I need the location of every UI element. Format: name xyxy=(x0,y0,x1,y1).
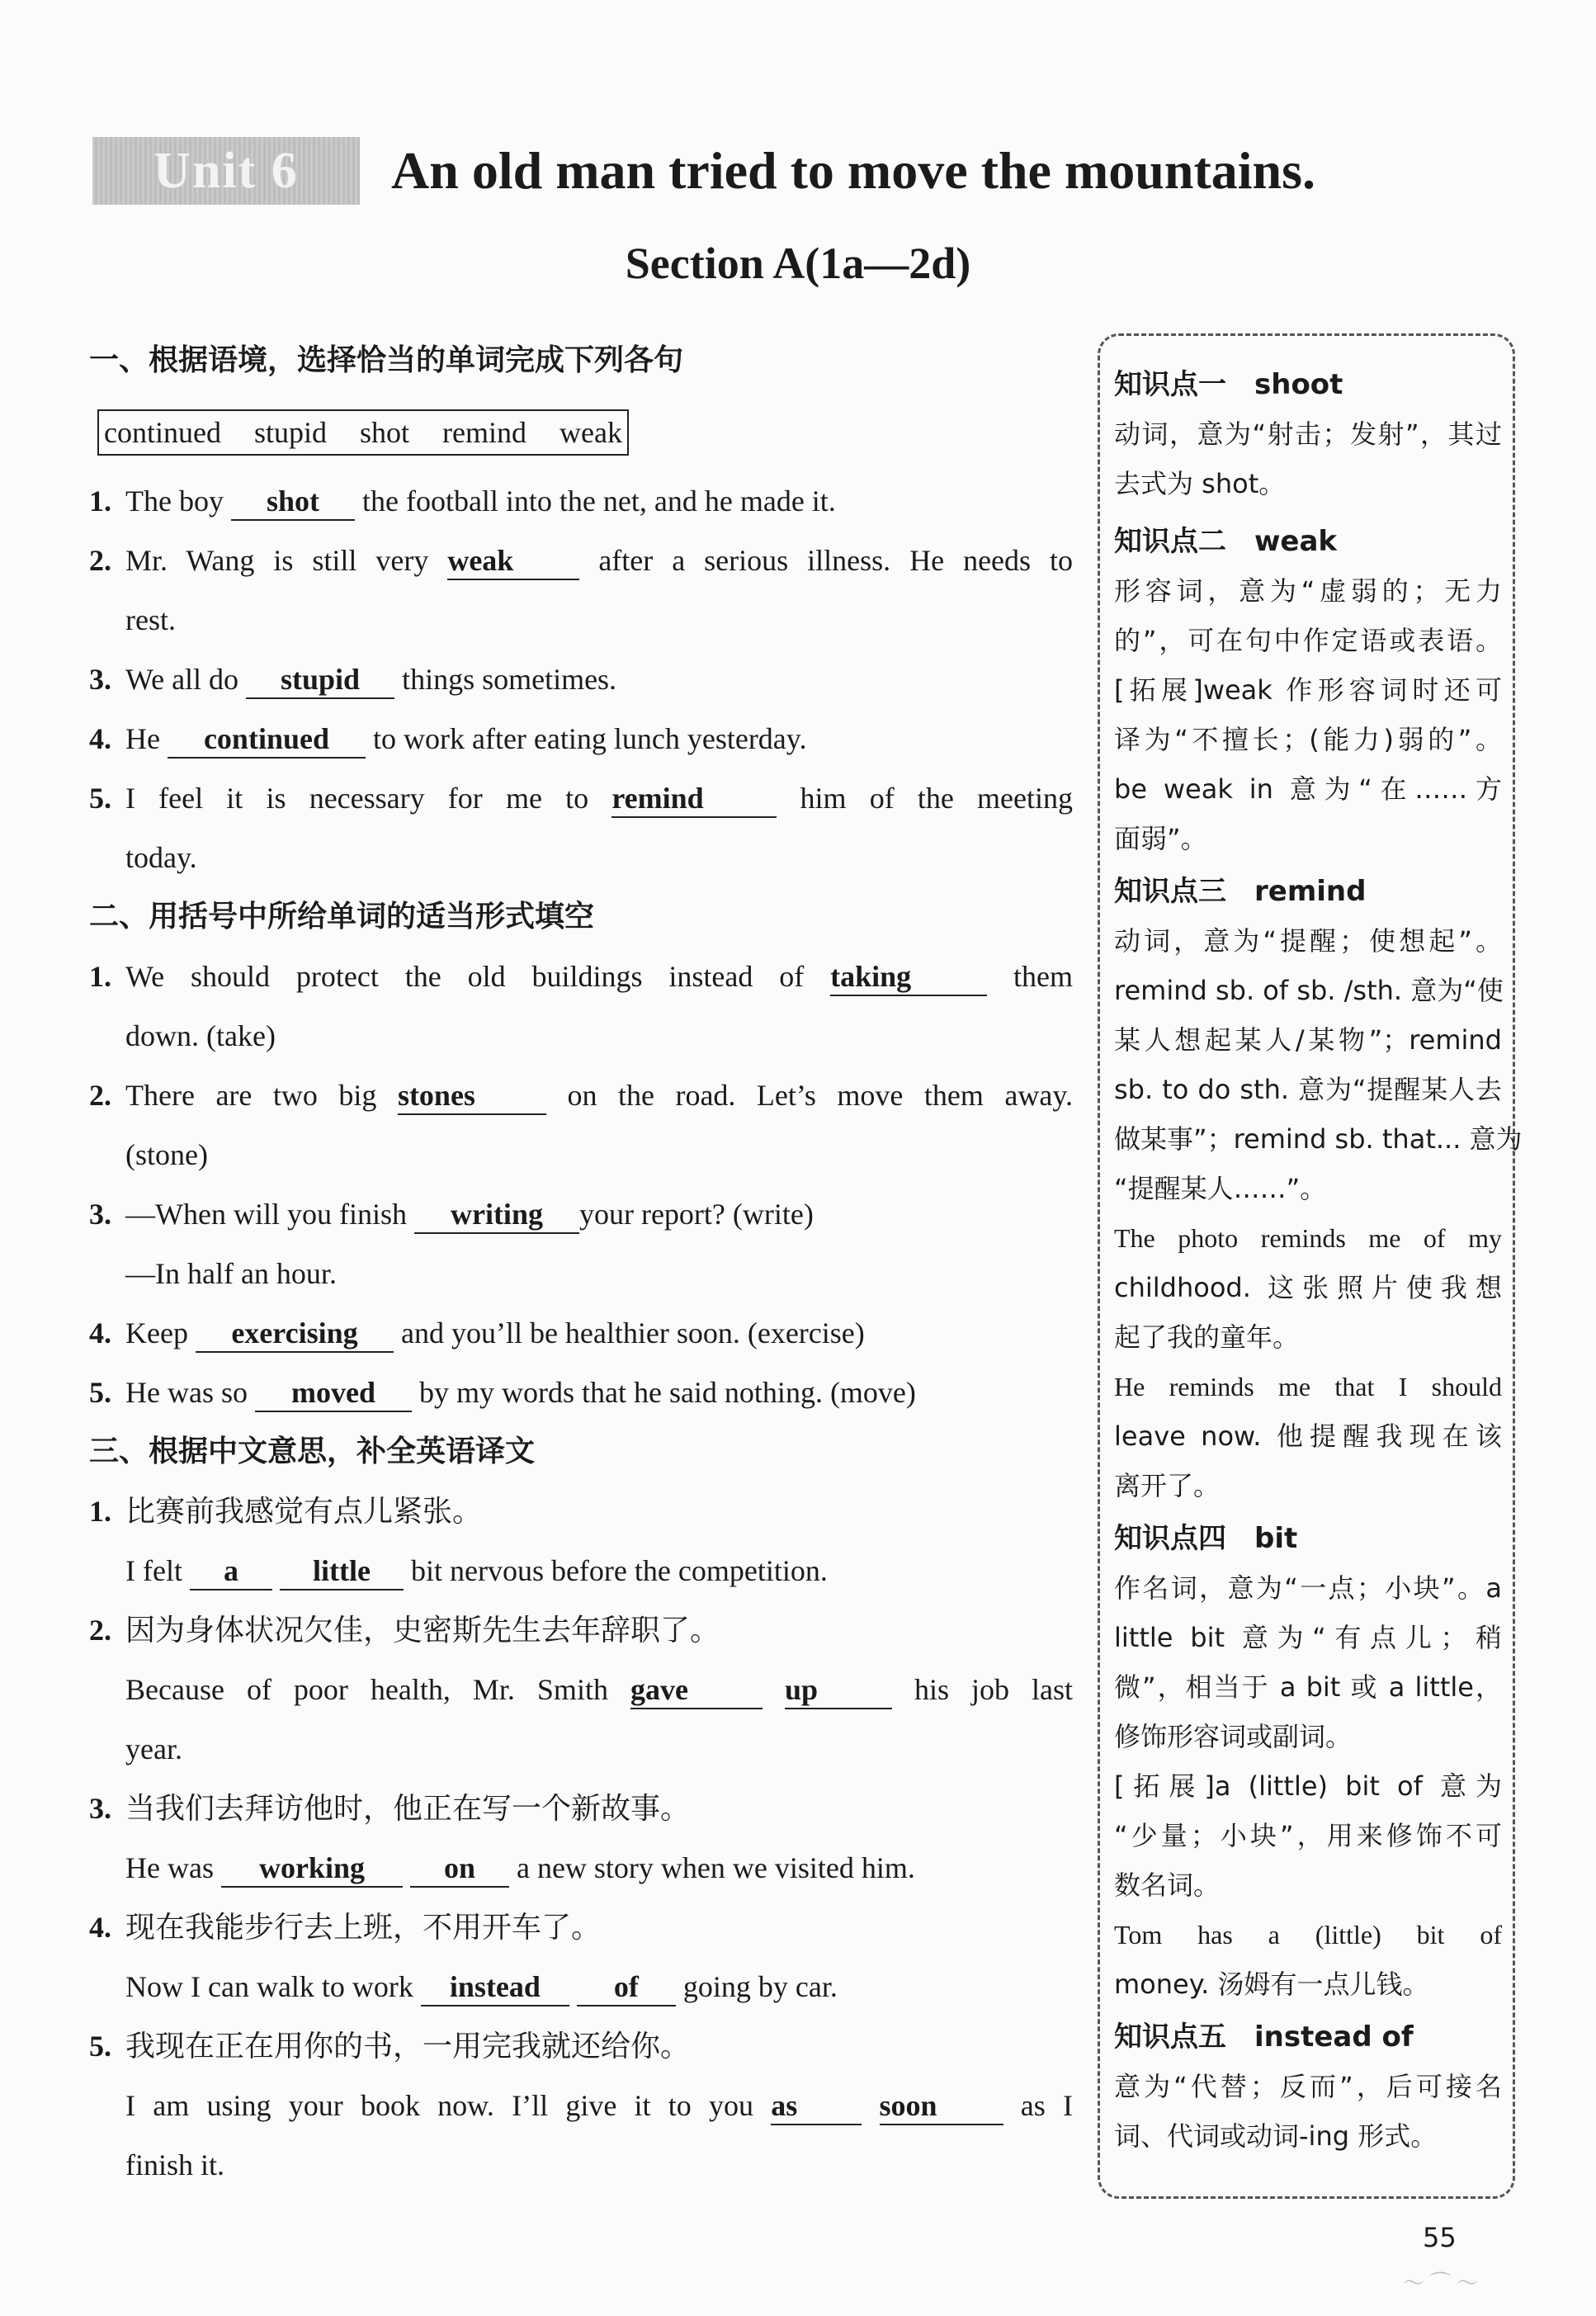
page-number: 55 xyxy=(1423,2222,1457,2253)
answer-blank[interactable]: stupid xyxy=(246,661,394,699)
answer-blank[interactable]: remind xyxy=(611,780,777,818)
kp3-title: 知识点三 remind xyxy=(1114,875,1367,908)
answer-blank[interactable]: taking xyxy=(830,958,987,996)
answer-blank[interactable]: gave xyxy=(630,1671,763,1709)
p2-question-4: 4. Keep exercising and you’ll be healthier soon. (exercise) xyxy=(89,1311,1073,1355)
p2-question-2: 2. There are two big stones on the road. Let’s move them away. xyxy=(89,1073,1073,1118)
footer-ornament-icon: ～ ⌒ ～ xyxy=(1403,2271,1479,2295)
answer-blank[interactable]: little xyxy=(280,1553,404,1590)
kp1-title: 知识点一 shoot xyxy=(1114,368,1343,401)
part3-heading: 三、根据中文意思，补全英语译文 xyxy=(89,1435,536,1468)
answer-blank[interactable]: working xyxy=(221,1850,403,1888)
answer-blank[interactable]: exercising xyxy=(196,1315,394,1353)
word-bank-item: shot xyxy=(359,416,409,449)
p1-question-2-cont: rest. xyxy=(125,603,176,636)
answer-blank[interactable]: soon xyxy=(880,2087,1003,2125)
p3-question-1: I felt a little bit nervous before the competition. xyxy=(125,1548,1073,1593)
p2-question-5: 5. He was so moved by my words that he said nothing. (move) xyxy=(89,1370,1073,1415)
kp4-title: 知识点四 bit xyxy=(1114,1522,1298,1555)
p3-question-2: Because of poor health, Mr. Smith gave up his job last xyxy=(125,1667,1073,1712)
p3-question-5-cont: finish it. xyxy=(125,2148,225,2181)
p3-question-5-cn: 5. 我现在正在用你的书，一用完我就还给你。 xyxy=(89,2030,691,2063)
answer-blank[interactable]: of xyxy=(577,1969,676,2006)
p3-question-4-cn: 4. 现在我能步行去上班，不用开车了。 xyxy=(89,1911,602,1945)
p3-question-3: He was working on a new story when we visited him. xyxy=(125,1846,1073,1890)
p3-question-2-cn: 2. 因为身体状况欠佳，史密斯先生去年辞职了。 xyxy=(89,1614,720,1647)
p1-question-5-cont: today. xyxy=(125,841,197,874)
unit-badge: Unit 6 xyxy=(92,137,360,205)
word-bank-item: stupid xyxy=(253,416,327,449)
answer-blank[interactable]: up xyxy=(785,1671,892,1709)
p1-question-1: 1. The boy shot the football into the net, and he made it. xyxy=(89,479,1073,523)
answer-blank[interactable]: as xyxy=(771,2087,862,2125)
kp5-title: 知识点五 instead of xyxy=(1114,2021,1414,2054)
answer-blank[interactable]: writing xyxy=(414,1196,579,1234)
p1-question-5: 5. I feel it is necessary for me to remind him of the meeting xyxy=(89,776,1073,820)
answer-blank[interactable]: weak xyxy=(447,542,579,580)
part1-heading: 一、根据语境，选择恰当的单词完成下列各句 xyxy=(89,343,684,377)
section-title: Section A(1a—2d) xyxy=(625,239,971,288)
answer-blank[interactable]: instead xyxy=(421,1969,569,2006)
answer-blank[interactable]: on xyxy=(410,1850,509,1888)
p1-question-2: 2. Mr. Wang is still very weak after a serious illness. He needs to xyxy=(89,538,1073,583)
part2-heading: 二、用括号中所给单词的适当形式填空 xyxy=(89,900,595,933)
answer-blank[interactable]: shot xyxy=(231,483,355,521)
answer-blank[interactable]: stones xyxy=(398,1077,546,1115)
p2-question-1: 1. We should protect the old buildings instead of taking them xyxy=(89,954,1073,999)
answer-blank[interactable]: a xyxy=(190,1553,272,1590)
p3-question-5: I am using your book now. I’ll give it to you as soon as I xyxy=(125,2083,1073,2128)
p2-question-3: 3. —When will you finish writing your report? (write) xyxy=(89,1192,1073,1236)
p1-question-4: 4. He continued to work after eating lunch yesterday. xyxy=(89,716,1073,761)
answer-blank[interactable]: continued xyxy=(168,721,366,759)
p3-question-4: Now I can walk to work instead of going by car. xyxy=(125,1964,1073,2009)
p2-question-2-cont: (stone) xyxy=(125,1138,208,1171)
word-bank-item: weak xyxy=(559,416,622,449)
p2-question-3-cont: —In half an hour. xyxy=(125,1257,337,1290)
workbook-page: Unit 6 An old man tried to move the mountains. Section A(1a—2d) 一、根据语境，选择恰当的单词完成下列各句 continued stupid shot remind weak 1. The boy shot the football into the net, and he made it. 2. Mr. Wang is still very weak after a serious illness. He needs to rest. 3. We all do stupid things sometimes. 4. He continued to work after eating lunch yesterday. 5. I feel it is necessary for me to remind him of the meeting today. 二、用括号中所给单词的适当形式填空 1. We should protect the old buildings instead of taking them down. (take) 2. There are two big stones on the road. Let’s move them away. (stone) 3. —When will you finish writing your report? (write) —In half an hour. 4. Keep exercising and you’ll be healthier soon. (exercise) 5. He was so moved by my words that he said nothing. (move) 三、根据中文意思，补全英语译文 1. 比赛前我感觉有点儿紧张。 I felt a little bit nervous before the competition. 2. 因为身体状况欠佳，史密斯先生去年辞职了。 Because of poor health, Mr. Smith gave up his job last year. 3. 当我们去拜访他时，他正在写一个新故事。 He was working on a new story when we visited him. 4. 现在我能步行去上班，不用开车了。 Now I can walk to work instead of going by car. 5. 我现在正在用你的书，一用完我就还给你。 I am using your book now. I’ll give it to you as soon as I finish it. 知识点一 shoot 动词，意为“射击；发射”，其过 去式为 shot。 知识点二 weak 形容词，意为“虚弱的；无力 的”，可在句中作定语或表语。 [拓展]weak 作形容词时还可 译为“不擅长；(能力)弱的”。 be weak in 意为“在……方 面弱”。 知识点三 remind 动词，意为“提醒；使想起”。 remind sb. of sb. /sth. 意为“使 某人想起某人/某物”；remind sb. to do sth. 意为“提醒某人去 做某事”；remind sb. that... 意为 “提醒某人……”。 The photo reminds me of my childhood. 这张照片使我想 起了我的童年。 He reminds me that I should leave now. 他提醒我现在该 离开了。 知识点四 bit 作名词，意为“一点；小块”。a little bit 意为“有点儿；稍 微”，相当于 a bit 或 a little， 修饰形容词或副词。 [拓展]a (little) bit of 意为 “少量；小块”，用来修饰不可 数名词。 Tom has a (little) bit of money. 汤姆有一点儿钱。 知识点五 instead of 意为“代替；反而”，后可接名 词、代词或动词-ing 形式。 55 ～ ⌒ ～ xyxy=(0,0,1596,2316)
unit-title: An old man tried to move the mountains. xyxy=(391,141,1316,200)
word-bank-item: remind xyxy=(442,416,526,449)
p3-question-3-cn: 3. 当我们去拜访他时，他正在写一个新故事。 xyxy=(89,1792,691,1826)
kp2-title: 知识点二 weak xyxy=(1114,525,1338,558)
p2-question-1-cont: down. (take) xyxy=(125,1019,276,1052)
word-bank xyxy=(97,409,629,456)
p3-question-1-cn: 1. 比赛前我感觉有点儿紧张。 xyxy=(89,1495,483,1529)
p1-question-3: 3. We all do stupid things sometimes. xyxy=(89,657,1073,702)
answer-blank[interactable]: moved xyxy=(255,1374,412,1412)
p3-question-2-cont: year. xyxy=(125,1732,182,1765)
word-bank-item: continued xyxy=(104,416,221,449)
